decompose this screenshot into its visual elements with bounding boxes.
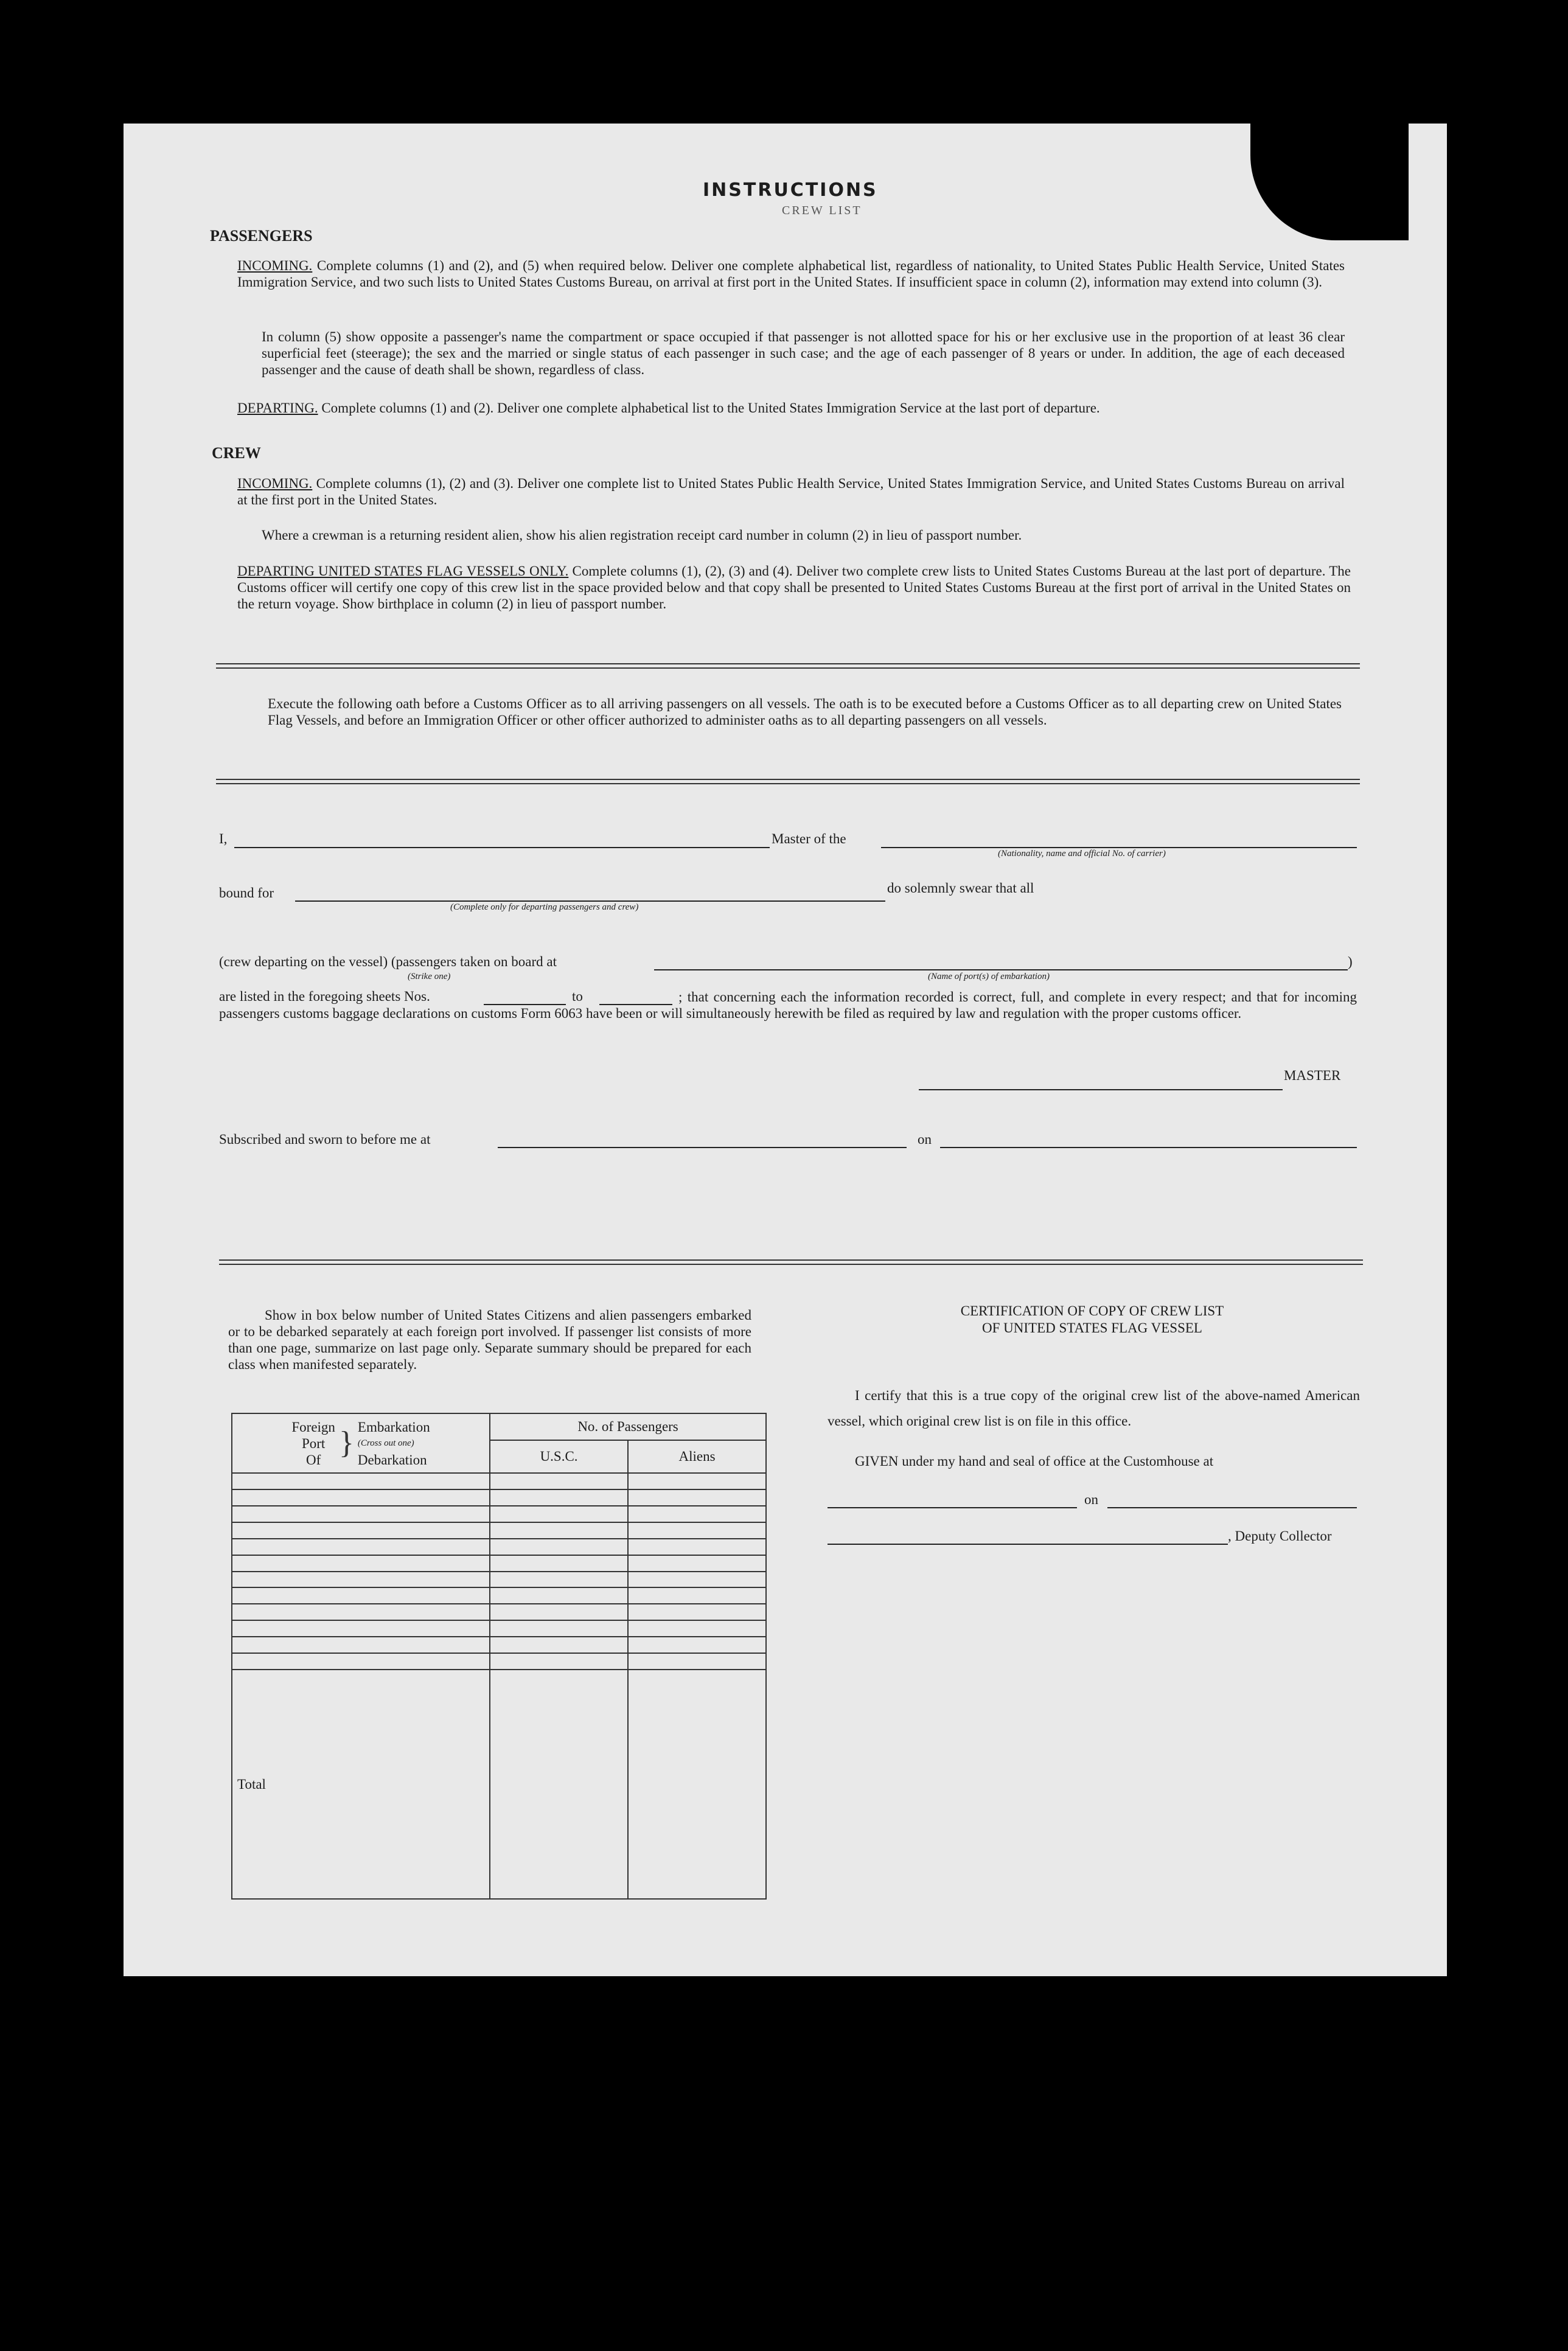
aliens-cell[interactable] [628, 1555, 766, 1572]
summary-instructions: Show in box below number of United States Citizens and alien passengers embarked or to be debarked separately at each foreign port involved. If passenger list consists of more than one page, summarize on last page only. Separate summary should be prepared for each class when manifested separately. [228, 1308, 751, 1372]
usc-total-cell[interactable] [490, 1670, 628, 1899]
sworn-on-label: on [918, 1132, 932, 1147]
passengers-incoming-label: INCOMING. [237, 258, 313, 273]
aliens-cell[interactable] [628, 1604, 766, 1620]
aliens-cell[interactable] [628, 1572, 766, 1588]
crew-passengers-label: (crew departing on the vessel) (passengers taken on board at [219, 954, 557, 969]
aliens-cell[interactable] [628, 1522, 766, 1539]
section-divider [216, 779, 1360, 784]
passengers-incoming [237, 257, 1345, 290]
given-text: GIVEN under my hand and seal of office at the Customhouse at [855, 1454, 1214, 1469]
bracket-glyph: } [338, 1426, 354, 1460]
of-label: Of [306, 1452, 321, 1468]
bound-for-line[interactable] [295, 900, 885, 902]
sworn-place-line[interactable] [498, 1147, 907, 1148]
passengers-departing [237, 400, 1345, 416]
aliens-cell[interactable] [628, 1587, 766, 1604]
usc-cell[interactable] [490, 1572, 628, 1588]
master-signature-line[interactable] [919, 1089, 1283, 1090]
port-cell[interactable] [232, 1506, 490, 1522]
embarkation-line[interactable] [654, 969, 1348, 970]
usc-cell[interactable] [490, 1506, 628, 1522]
usc-cell[interactable] [490, 1653, 628, 1670]
customhouse-line[interactable] [828, 1507, 1077, 1508]
listed-declaration: ; that concerning each the information recorded is correct, full, and complete in every respect; and that for incoming passengers customs baggage declarations on customs Form 6063 have been or will simultaneously herewith be filed as required by law and regulation with the proper customs officer. [219, 989, 1357, 1021]
aliens-cell[interactable] [628, 1489, 766, 1506]
carrier-line[interactable] [881, 847, 1357, 848]
passengers-column5: In column (5) show opposite a passenger's name the compartment or space occupied if that passenger is not allotted space for his or her exclusive use in the proportion of at least 36 clear superficial feet (steerage); the sex and the married or single status of each passenger in such case; and the age of each passenger of 8 years or under. In addition, the age of each deceased passenger and the cause of death shall be shown, regardless of class. [262, 329, 1345, 377]
aliens-cell[interactable] [628, 1620, 766, 1637]
port-cell[interactable] [232, 1522, 490, 1539]
passenger-summary-table [231, 1413, 767, 1900]
oath-intro: Execute the following oath before a Customs Officer as to all arriving passengers on all vessels. The oath is to be executed before a Customs Officer as to all departing crew on United States Flag Vessels, and before an Immigration Officer or other officer authorized to administer oaths as to all departing passengers on all vessels. [268, 696, 1342, 728]
listed-sheets-label: are listed in the foregoing sheets Nos. [219, 989, 430, 1004]
embarkation-caption: (Name of port(s) of embarkation) [928, 972, 1050, 981]
swear-label: do solemnly swear that all [887, 880, 1034, 896]
aliens-cell[interactable] [628, 1473, 766, 1489]
bound-for-caption: (Complete only for departing passengers and crew) [450, 902, 639, 912]
sworn-date-line[interactable] [940, 1147, 1357, 1148]
port-label: Port [301, 1435, 326, 1451]
usc-cell[interactable] [490, 1489, 628, 1506]
aliens-cell[interactable] [628, 1637, 766, 1653]
passengers-departing-label: DEPARTING. [237, 400, 318, 416]
usc-cell[interactable] [490, 1604, 628, 1620]
close-paren: ) [1348, 954, 1353, 969]
crew-incoming [237, 475, 1345, 508]
aliens-cell[interactable] [628, 1653, 766, 1670]
port-header [232, 1413, 490, 1473]
certification-title-2: OF UNITED STATES FLAG VESSEL [982, 1320, 1202, 1336]
usc-cell[interactable] [490, 1620, 628, 1637]
given-on-label: on [1084, 1492, 1098, 1507]
crew-departing-label: DEPARTING UNITED STATES FLAG VESSELS ONLY. [237, 563, 569, 579]
total-label: Total [232, 1670, 490, 1899]
aliens-label: Aliens [678, 1449, 716, 1464]
port-cell[interactable] [232, 1653, 490, 1670]
page-subtitle: CREW LIST [782, 204, 862, 217]
crew-departing [237, 563, 1351, 612]
port-cell[interactable] [232, 1637, 490, 1653]
aliens-total-cell[interactable] [628, 1670, 766, 1899]
usc-cell[interactable] [490, 1539, 628, 1555]
embarkation-label: Embarkation [357, 1419, 430, 1435]
port-cell[interactable] [232, 1587, 490, 1604]
aliens-cell[interactable] [628, 1506, 766, 1522]
usc-cell[interactable] [490, 1555, 628, 1572]
crew-departing-text: Complete columns (1), (2), (3) and (4). Deliver two complete crew lists to United States Customs Bureau at the last port of departure. The Customs officer will certify one copy of this crew list in the space provided below and that copy shall be presented to United States Customs Bureau at the first port of arrival in the United States on the return voyage. Show birthplace in column (2) in lieu of passport number. [237, 563, 1351, 611]
foreign-label: Foreign [291, 1419, 335, 1435]
certify-text: I certify that this is a true copy of the original crew list of the above-named American vessel, which original crew list is on file in this office. [828, 1388, 1360, 1429]
port-cell[interactable] [232, 1572, 490, 1588]
passengers-departing-text: Complete columns (1) and (2). Deliver one complete alphabetical list to the United States Immigration Service at the last port of departure. [321, 400, 1100, 416]
page-title: INSTRUCTIONS [703, 179, 878, 201]
usc-cell[interactable] [490, 1587, 628, 1604]
passenger-count-header [490, 1413, 766, 1473]
crew-resident-note: Where a crewman is a returning resident alien, show his alien registration receipt card number in column (2) in lieu of passport number. [262, 528, 1022, 543]
port-cell[interactable] [232, 1620, 490, 1637]
port-cell[interactable] [232, 1489, 490, 1506]
to-label: to [572, 989, 583, 1004]
usc-cell[interactable] [490, 1522, 628, 1539]
usc-cell[interactable] [490, 1637, 628, 1653]
oath-i-label: I, [219, 831, 228, 846]
given-date-line[interactable] [1107, 1507, 1357, 1508]
certification-title-1: CERTIFICATION OF COPY OF CREW LIST [960, 1303, 1224, 1318]
nationality-caption: (Nationality, name and official No. of carrier) [998, 849, 1166, 859]
crew-incoming-label: INCOMING. [237, 476, 313, 491]
section-divider [219, 1259, 1363, 1265]
bound-for-label: bound for [219, 885, 274, 900]
master-name-line[interactable] [234, 847, 770, 848]
deputy-collector-label: , Deputy Collector [1228, 1528, 1332, 1544]
passengers-incoming-text: Complete columns (1) and (2), and (5) when required below. Deliver one complete alphabetical list, regardless of nationality, to United States Public Health Service, United States Immigration Service, and two such lists to United States Customs Bureau, on arrival at first port in the United States. If insufficient space in column (2), information may extend into column (3). [237, 258, 1345, 290]
passengers-heading: PASSENGERS [210, 227, 313, 245]
usc-cell[interactable] [490, 1473, 628, 1489]
crew-incoming-text: Complete columns (1), (2) and (3). Deliver one complete list to United States Public Health Service, United States Immigration Service, and United States Customs Bureau on arrival at the first port in the United States. [237, 476, 1345, 507]
master-of-label: Master of the [772, 831, 846, 846]
port-cell[interactable] [232, 1604, 490, 1620]
no-of-passengers-label: No. of Passengers [490, 1414, 765, 1441]
crew-heading: CREW [212, 444, 261, 462]
usc-label: U.S.C. [490, 1441, 629, 1472]
strike-caption: (Strike one) [408, 972, 451, 981]
port-cell[interactable] [232, 1555, 490, 1572]
section-divider [216, 663, 1360, 669]
master-label: MASTER [1284, 1068, 1341, 1083]
port-cell[interactable] [232, 1473, 490, 1489]
cross-out-caption: (Cross out one) [357, 1438, 414, 1448]
subscribed-label: Subscribed and sworn to before me at [219, 1132, 431, 1147]
debarkation-label: Debarkation [357, 1452, 427, 1468]
deputy-signature-line[interactable] [828, 1544, 1228, 1545]
aliens-cell[interactable] [628, 1539, 766, 1555]
port-cell[interactable] [232, 1539, 490, 1555]
